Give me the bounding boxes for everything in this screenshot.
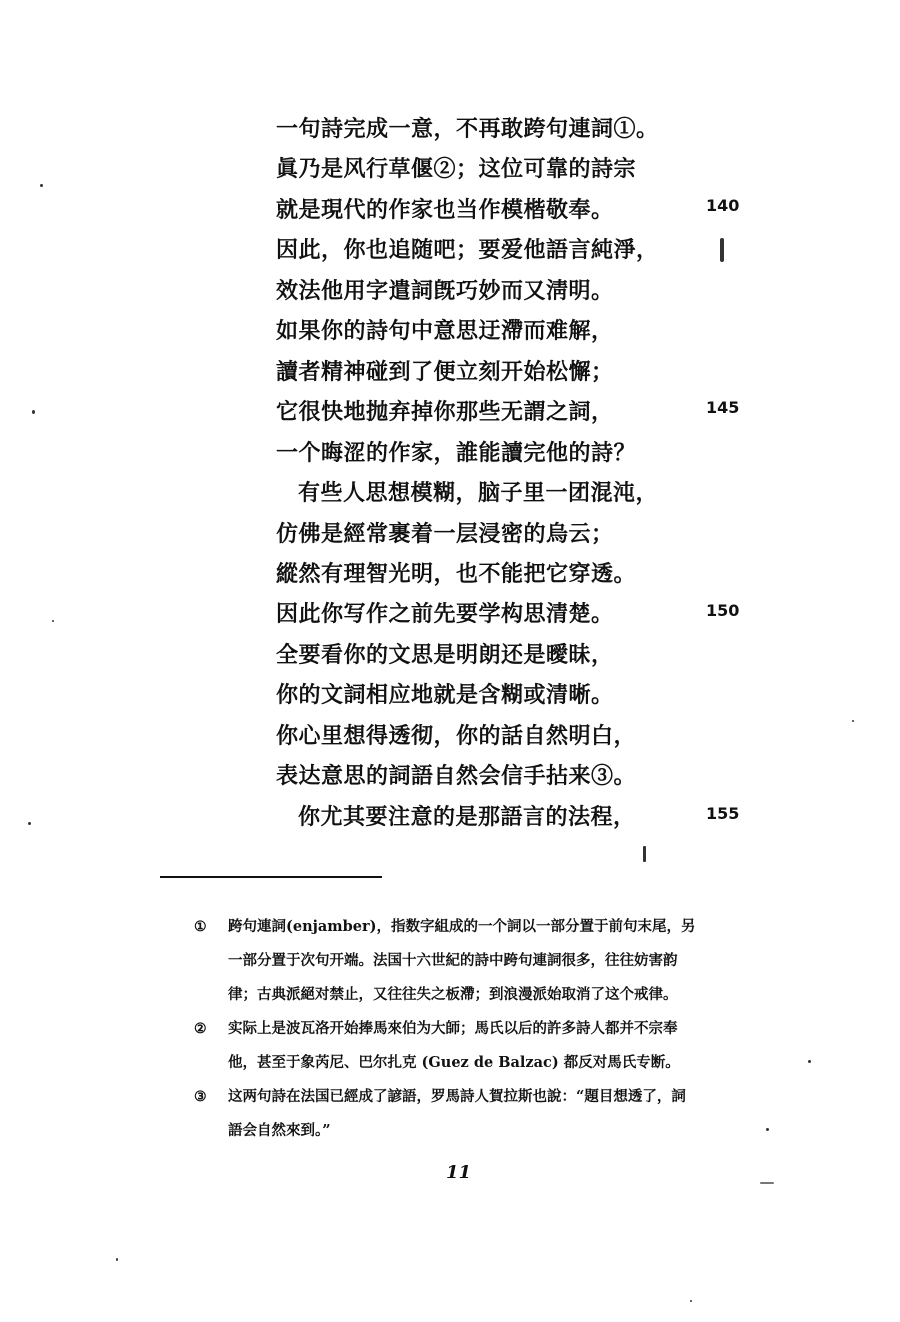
footnote-2 [194, 1012, 794, 1080]
verse-line-4: 因此，你也追随吧；要爱他語言純淨， [276, 237, 659, 263]
verse-line-11: 仿佛是經常裹着一层浸密的烏云； [276, 521, 614, 547]
scan-speck [28, 822, 31, 825]
scan-speck [40, 184, 43, 187]
verse-line-16: 你心里想得透彻，你的話自然明白， [276, 723, 637, 749]
footnote-2-line-2: 他，甚至于象芮尼、巴尔扎克 (Guez de Balzac) 都反对馬氏专断。 [228, 1054, 680, 1071]
verse-line-8: 它很快地抛弃掉你那些无謂之詞， [276, 399, 614, 425]
scan-speck [643, 846, 646, 862]
verse-line-10: 有些人思想模糊，脑子里一团混沌， [298, 480, 659, 506]
scan-speck [52, 620, 54, 622]
verse-line-18: 你尤其要注意的是那語言的法程， [298, 804, 636, 830]
verse-line-9: 一个晦涩的作家，誰能讀完他的詩？ [276, 440, 637, 466]
verse-line-2: 眞乃是风行草偃②；这位可靠的詩宗 [276, 156, 637, 182]
scan-speck [690, 1300, 692, 1302]
scan-speck [720, 238, 724, 262]
verse-line-13: 因此你写作之前先要学构思清楚。 [276, 601, 614, 627]
verse-line-14: 全要看你的文思是明朗还是曖昧， [276, 642, 614, 668]
footnote-3-mark: ③ [194, 1089, 207, 1105]
scan-speck [760, 1182, 774, 1184]
scan-speck [32, 410, 35, 414]
footnote-divider [160, 876, 382, 878]
verse-line-3: 就是現代的作家也当作模楷敬奉。 [276, 197, 614, 223]
verse-line-5: 效法他用字遣詞旣巧妙而又淸明。 [276, 278, 614, 304]
page-number: 11 [446, 1162, 472, 1183]
footnote-3 [194, 1080, 794, 1148]
verse-line-17: 表达意思的詞語自然会信手拈来③。 [276, 763, 637, 789]
footnote-1-line-3: 律；古典派絕对禁止，又往往失之板滯；到浪漫派始取消了这个戒律。 [228, 986, 678, 1003]
scan-speck [116, 1258, 118, 1261]
scan-speck [808, 1060, 811, 1063]
line-number-150: 150 [706, 601, 740, 620]
footnote-3-line-1: 这两句詩在法国已經成了諺語，罗馬詩人賀拉斯也說：“題目想透了，詞 [228, 1088, 686, 1105]
line-number-145: 145 [706, 398, 740, 417]
footnote-3-line-2: 語会自然來到。” [228, 1122, 331, 1139]
line-number-155: 155 [706, 804, 740, 823]
footnote-1 [194, 910, 794, 1012]
footnote-1-line-2: 一部分置于次句开端。法国十六世紀的詩中跨句連詞很多，往往妨害韵 [228, 952, 678, 969]
footnote-1-mark: ① [194, 919, 207, 935]
verse-line-6: 如果你的詩句中意思迂滯而难解， [276, 318, 614, 344]
footnote-2-mark: ② [194, 1021, 207, 1037]
verse-line-1: 一句詩完成一意，不再敢跨句連詞①。 [276, 116, 659, 142]
line-number-140: 140 [706, 196, 740, 215]
footnote-2-line-1: 实际上是波瓦洛开始捧馬來伯为大師；馬氏以后的許多詩人都并不宗奉 [228, 1020, 678, 1037]
verse-line-15: 你的文詞相应地就是含糊或清晰。 [276, 682, 614, 708]
scan-speck [852, 720, 854, 722]
verse-line-12: 縱然有理智光明，也不能把它穿透。 [276, 561, 637, 587]
scan-speck [766, 1128, 769, 1131]
footnote-1-line-1: 跨句連詞(enjamber)，指数字組成的一个詞以一部分置于前句末尾，另 [228, 918, 696, 935]
verse-line-7: 讀者精神碰到了便立刻开始松懈； [276, 359, 614, 385]
